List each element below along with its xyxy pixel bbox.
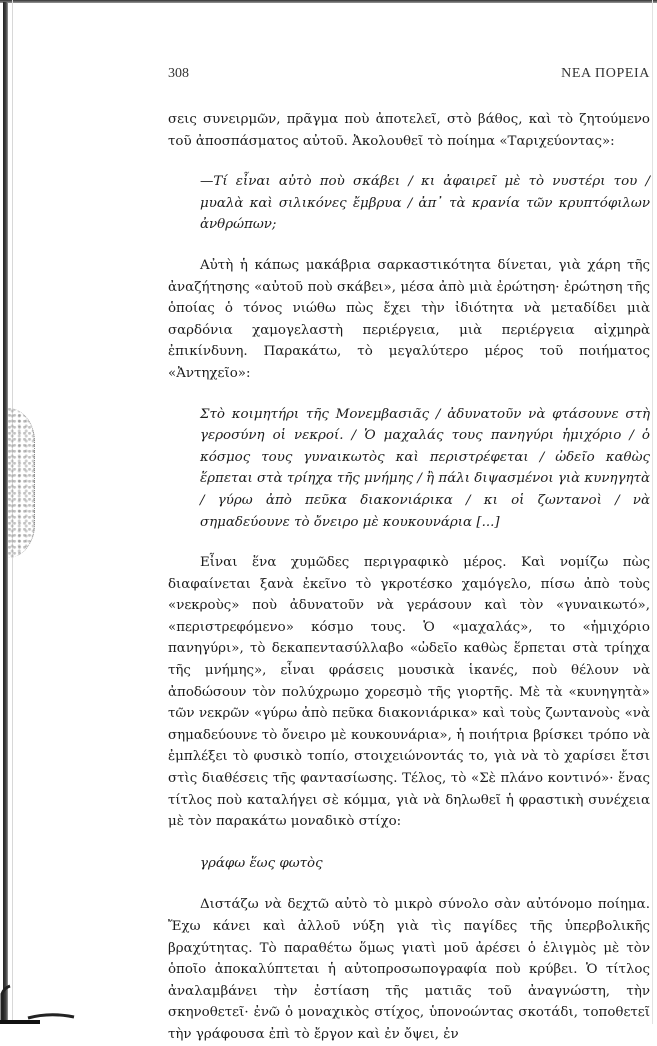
scan-right-edge <box>652 0 653 1024</box>
book-page <box>168 60 650 1046</box>
scan-top-edge <box>0 0 657 3</box>
library-stamp-mark <box>8 408 35 558</box>
paragraph-continuation: σεις συνειρμῶν, πρᾶγμα ποὺ ἀποτελεῖ, στὸ βάθος, καὶ τὸ ζητούμενο τοῦ ἀποσπάσματος αὐτοῦ. Ἀκολουθεῖ τὸ ποίημα «Ταριχεύοντας»: <box>168 112 650 149</box>
journal-title: ΝΕΑ ΠΟΡΕΙΑ <box>561 66 650 81</box>
paragraph-commentary-1: Αὐτὴ ἡ κάπως μακάβρια σαρκαστικότητα δίνεται, γιὰ χάρη τῆς ἀναζήτησης «αὐτοῦ ποὺ σκάβει», μέσα ἀπὸ μιὰ ἐρώτηση· ἐρώτηση τῆς ὁποίας ὁ τόνος νιώθω πὼς ἔχει τὴν ἰδιότητα νὰ μεταδίδει μιὰ σαρδόνια χαμογελαστὴ περιέργεια, μιὰ περιέργεια αἰχμηρὰ ἐπικίνδυνη. Παρακάτω, τὸ μεγαλύτερο μέρος τοῦ ποιήματος «Ἀντηχεῖο»: <box>168 257 650 381</box>
article-body <box>168 109 650 1046</box>
poem-quote-antixeio: Στὸ κοιμητήρι τῆς Μονεμβασιᾶς / ἀδυνατοῦν νὰ φτάσουνε στὴ γεροσύνη οἱ νεκροί. / Ὁ μαχαλάς τους πανηγύρι ἡμιχόριο / ὁ κόσμος τους γυναικωτὸς καὶ περιστρέφεται / ὠδεῖο καθὼς ἕρπεται στὰ τρίηχα τῆς μνήμης / ἢ πάλι διψασμένοι γιὰ κυνηγητὰ / γύρω ἀπὸ πεῦκα διακονιάρικα / κι οἱ ζωντανοὶ / νὰ σημαδεύουνε τὸ ὄνειρο μὲ κουκουνάρια [...] <box>200 406 650 530</box>
poem-quote-tarixeyontas: —Τί εἶναι αὐτὸ ποὺ σκάβει / κι ἀφαιρεῖ μὲ τὸ νυστέρι του / μυαλὰ καὶ σιλικόνες ἔμβρυα / ἀπ᾽ τὰ κρανία τῶν κρυπτόφιλων ἀνθρώπων; <box>200 174 650 233</box>
page-number: 308 <box>168 66 189 81</box>
running-header <box>168 66 650 82</box>
poem-quote-single-line: γράφω ἕως φωτὸς <box>200 855 323 871</box>
paragraph-commentary-3: Διστάζω νὰ δεχτῶ αὐτὸ τὸ μικρὸ σύνολο σὰν αὐτόνομο ποίημα. Ἔχω κάνει καὶ ἀλλοῦ νύξη γιὰ τὶς παγίδες τῆς ὑπερβολικῆς βραχύτητας. Τὸ παραθέτω ὅμως γιατὶ μοῦ ἀρέσει ὁ ἑλιγμὸς μὲ τὸν ὁποῖο ἀποκαλύπτεται ἡ αὐτοπροσωπογραφία ποὺ κρύβει. Ὁ τίτλος ἀναλαμβάνει τὴν ἐστίαση τῆς ματιᾶς τοῦ ἀναγνώστη, τὴν σκηνοθετεῖ· ἐνῶ ὁ μοναχικὸς στίχος, ὑπονοώντας σκοτάδι, τοποθετεῖ τὴν γράφουσα ἐπὶ τὸ ἔργον καὶ ἐν ὄψει, ἐν <box>168 897 650 1042</box>
paragraph-commentary-2: Εἶναι ἕνα χυμῶδες περιγραφικὸ μέρος. Καὶ νομίζω πὼς διαφαίνεται ξανὰ ἐκεῖνο τὸ γκροτέσκο χαμόγελο, πίσω ἀπὸ τοὺς «νεκροὺς» ποὺ ἀδυνατοῦν νὰ γεράσουν καὶ τὸν «γυναικωτό», «περιστρεφόμενο» κόσμο τους. Ὁ «μαχαλάς», το «ἡμιχόριο πανηγύρι», τὸ δεκαπεντασύλλαβο «ὠδεῖο καθὼς ἕρπεται στὰ τρίηχα τῆς μνήμης», εἶναι φράσεις μουσικὰ ἱκανές, ποὺ θέλουν νὰ ἀποδώσουν τὸν πολύχρωμο χορεσμὸ τῆς γιορτῆς. Μὲ τὰ «κυνηγητὰ» τῶν νεκρῶν «γύρω ἀπὸ πεῦκα διακονιάρικα» καὶ τοὺς ζωντανοὺς «νὰ σημαδεύουνε τὸ ὄνειρο μὲ κουκουνάρια», ἡ ποιήτρια βρίσκει τρόπο νὰ ἐμπλέξει τὸ φυσικὸ τοπίο, στοιχειώνοντάς το, γιὰ νὰ τὸ χαρίσει ἔτσι στὶς διαθέσεις τῆς φαντασίωσης. Τέλος, τὸ «Σὲ πλάνο κοντινό»· ἕνας τίτλος ποὺ καταλήγει σὲ κόμμα, γιὰ νὰ δηλωθεῖ ἡ φραστικὴ συνέχεια μὲ τὸν παρακάτω μοναδικὸ στίχο: <box>168 555 650 830</box>
page-corner-curl-mark <box>0 984 80 1024</box>
